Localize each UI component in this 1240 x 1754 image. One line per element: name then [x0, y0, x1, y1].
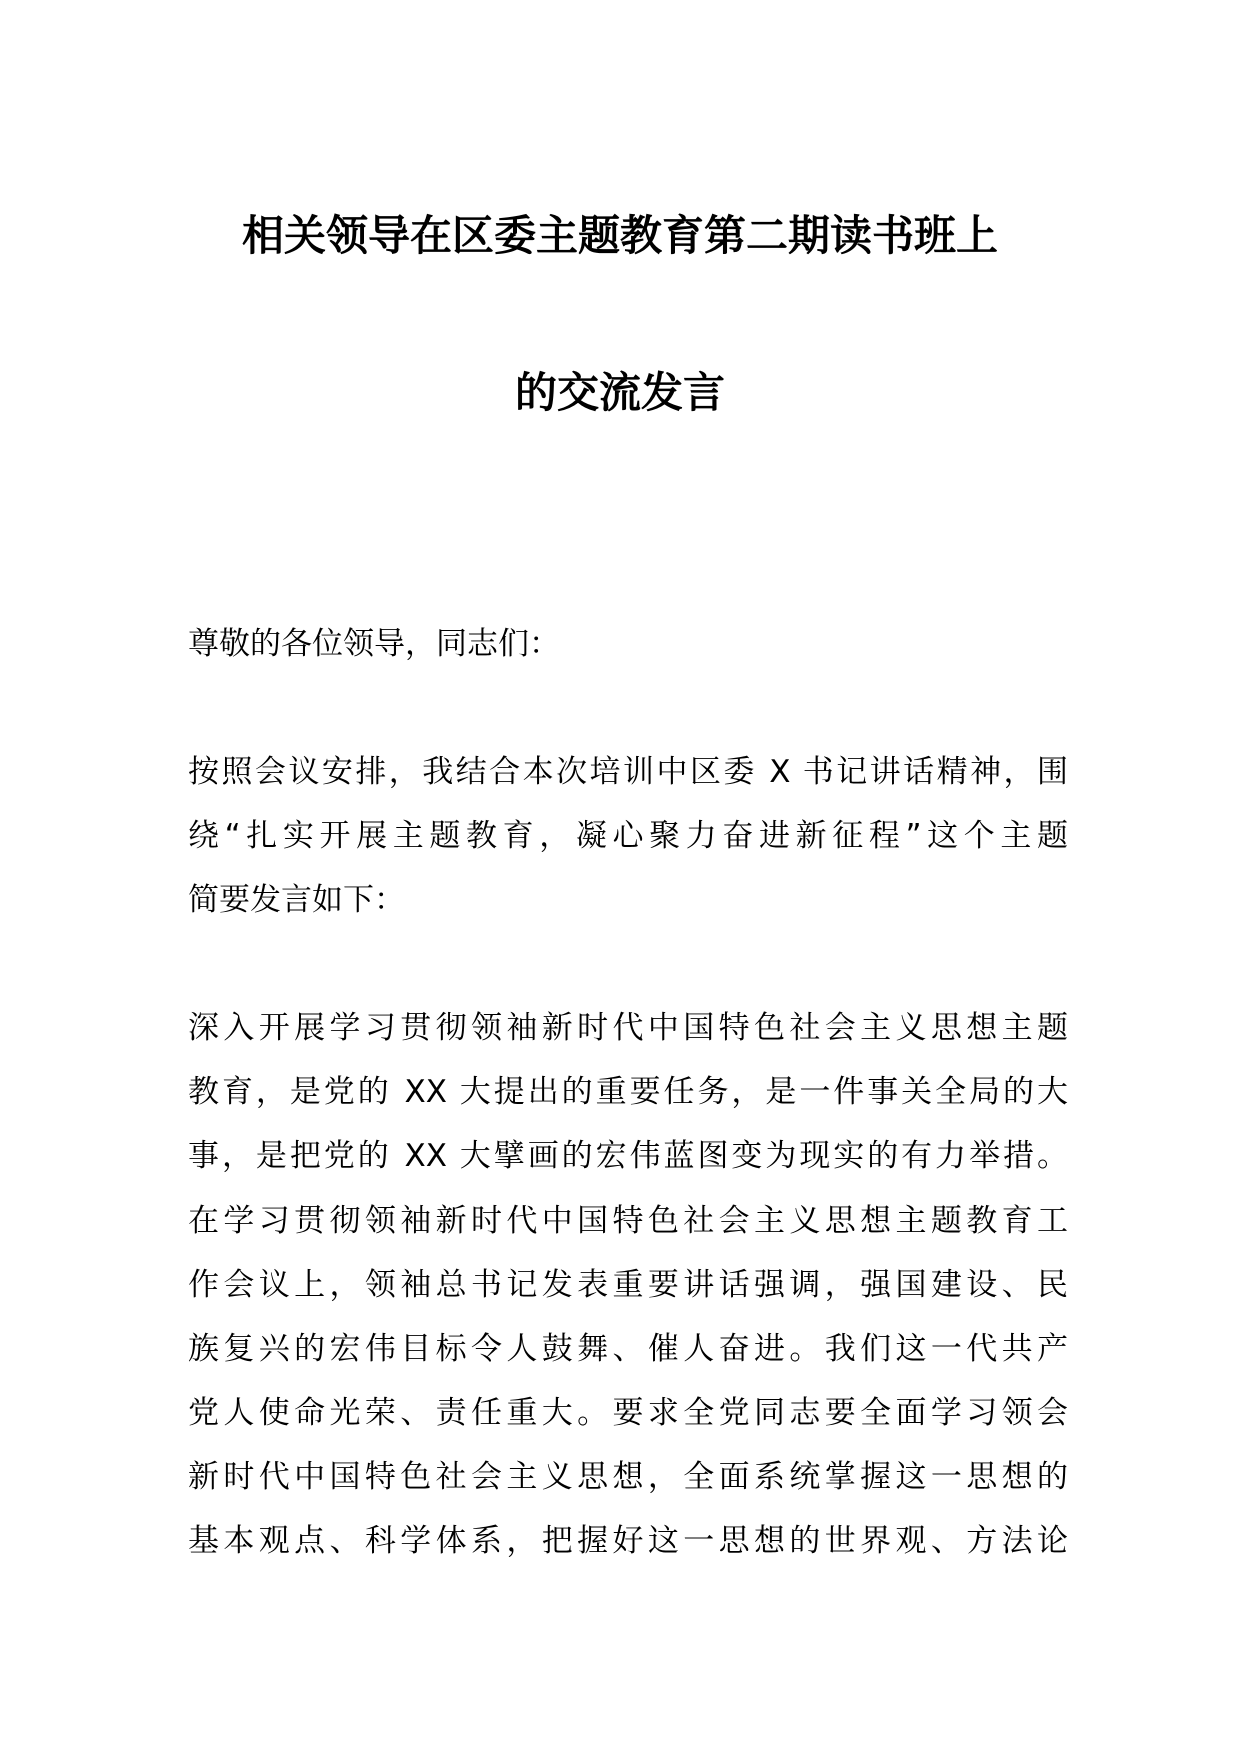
paragraph-1-line-3: 简要发言如下：	[188, 882, 405, 918]
paragraph-2-line-1: 深入开展学习贯彻领袖新时代中国特色社会主义思想主题	[188, 1010, 1068, 1046]
paragraph-2-line-9: 基本观点、科学体系，把握好这一思想的世界观、方法论	[188, 1523, 1068, 1559]
paragraph-2-line-7: 党人使命光荣、责任重大。要求全党同志要全面学习领会	[188, 1395, 1068, 1431]
paragraph-2-line-3: 事，是把党的 XX 大擘画的宏伟蓝图变为现实的有力举措。	[188, 1138, 1068, 1174]
salutation: 尊敬的各位领导，同志们：	[188, 626, 560, 662]
document-title-line-1: 相关领导在区委主题教育第二期读书班上	[241, 211, 998, 260]
document-title-line-2: 的交流发言	[514, 368, 725, 417]
paragraph-1-line-2: 绕“扎实开展主题教育，凝心聚力奋进新征程”这个主题	[188, 818, 1068, 854]
paragraph-2-line-4: 在学习贯彻领袖新时代中国特色社会主义思想主题教育工	[188, 1203, 1068, 1239]
paragraph-1-line-1: 按照会议安排，我结合本次培训中区委 X 书记讲话精神，围	[188, 754, 1068, 790]
paragraph-2-line-8: 新时代中国特色社会主义思想，全面系统掌握这一思想的	[188, 1459, 1068, 1495]
paragraph-2-line-2: 教育，是党的 XX 大提出的重要任务，是一件事关全局的大	[188, 1074, 1068, 1110]
paragraph-2-line-5: 作会议上，领袖总书记发表重要讲话强调，强国建设、民	[188, 1267, 1068, 1303]
paragraph-2-line-6: 族复兴的宏伟目标令人鼓舞、催人奋进。我们这一代共产	[188, 1331, 1068, 1367]
